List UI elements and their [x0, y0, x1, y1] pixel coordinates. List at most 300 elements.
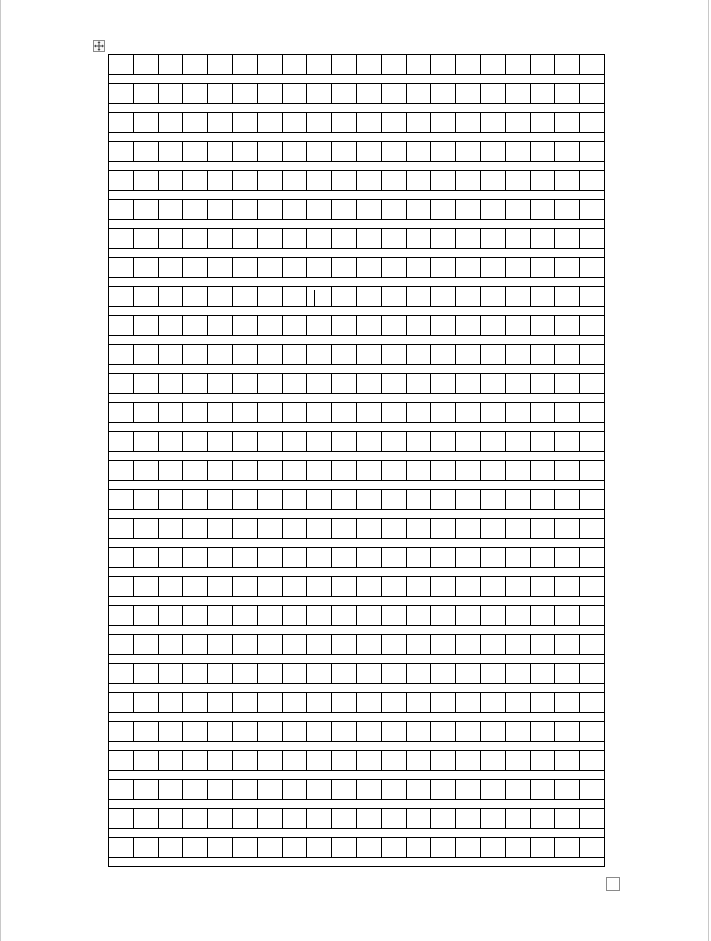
grid-cell[interactable] [580, 171, 605, 191]
grid-cell[interactable] [208, 374, 233, 394]
grid-cell[interactable] [530, 722, 555, 742]
grid-cell[interactable] [307, 229, 332, 249]
grid-cell[interactable] [580, 664, 605, 684]
grid-cell[interactable] [183, 461, 208, 481]
grid-cell[interactable] [505, 780, 530, 800]
grid-cell[interactable] [406, 722, 431, 742]
grid-spacer-cell[interactable] [109, 307, 605, 316]
grid-cell[interactable] [406, 432, 431, 452]
grid-cell[interactable] [232, 55, 257, 75]
grid-cell[interactable] [505, 693, 530, 713]
grid-cell[interactable] [530, 693, 555, 713]
grid-cell[interactable] [257, 287, 282, 307]
grid-cell[interactable] [257, 113, 282, 133]
grid-cell[interactable] [381, 200, 406, 220]
grid-spacer-cell[interactable] [109, 162, 605, 171]
grid-cell[interactable] [257, 693, 282, 713]
grid-cell[interactable] [109, 490, 134, 510]
grid-cell[interactable] [133, 461, 158, 481]
grid-cell[interactable] [456, 577, 481, 597]
grid-cell[interactable] [282, 751, 307, 771]
grid-cell[interactable] [158, 548, 183, 568]
grid-cell[interactable] [580, 780, 605, 800]
grid-cell[interactable] [232, 432, 257, 452]
grid-cell[interactable] [282, 432, 307, 452]
grid-cell[interactable] [208, 548, 233, 568]
grid-cell[interactable] [158, 374, 183, 394]
grid-cell[interactable] [332, 606, 357, 626]
grid-cell[interactable] [232, 403, 257, 423]
grid-cell[interactable] [505, 606, 530, 626]
grid-cell[interactable] [332, 809, 357, 829]
grid-cell[interactable] [183, 374, 208, 394]
grid-cell[interactable] [431, 113, 456, 133]
grid-cell[interactable] [158, 461, 183, 481]
grid-cell[interactable] [580, 838, 605, 858]
grid-cell[interactable] [456, 55, 481, 75]
grid-cell[interactable] [332, 780, 357, 800]
grid-cell[interactable] [381, 809, 406, 829]
grid-cell[interactable] [356, 780, 381, 800]
grid-cell[interactable] [356, 403, 381, 423]
grid-cell[interactable] [183, 693, 208, 713]
grid-cell[interactable] [480, 606, 505, 626]
grid-cell[interactable] [133, 142, 158, 162]
grid-cell[interactable] [282, 229, 307, 249]
grid-cell[interactable] [456, 519, 481, 539]
grid-cell[interactable] [332, 258, 357, 278]
grid-cell[interactable] [158, 751, 183, 771]
grid-cell[interactable] [580, 809, 605, 829]
grid-cell[interactable] [431, 490, 456, 510]
grid-cell[interactable] [480, 809, 505, 829]
grid-cell[interactable] [480, 780, 505, 800]
grid-cell[interactable] [530, 200, 555, 220]
grid-cell[interactable] [232, 84, 257, 104]
grid-cell[interactable] [381, 374, 406, 394]
grid-cell[interactable] [580, 55, 605, 75]
grid-cell[interactable] [480, 229, 505, 249]
grid-cell[interactable] [406, 809, 431, 829]
grid-spacer-cell[interactable] [109, 713, 605, 722]
grid-cell[interactable] [232, 780, 257, 800]
grid-cell[interactable] [580, 606, 605, 626]
grid-cell[interactable] [307, 316, 332, 336]
grid-cell[interactable] [332, 432, 357, 452]
grid-cell[interactable] [530, 55, 555, 75]
grid-cell[interactable] [307, 548, 332, 568]
grid-cell[interactable] [208, 229, 233, 249]
grid-spacer-cell[interactable] [109, 336, 605, 345]
grid-cell[interactable] [431, 519, 456, 539]
grid-spacer-cell[interactable] [109, 278, 605, 287]
grid-cell[interactable] [232, 171, 257, 191]
grid-cell[interactable] [158, 142, 183, 162]
grid-cell[interactable] [580, 113, 605, 133]
grid-cell[interactable] [406, 374, 431, 394]
grid-cell[interactable] [133, 751, 158, 771]
grid-cell[interactable] [480, 345, 505, 365]
grid-cell[interactable] [530, 374, 555, 394]
grid-cell[interactable] [480, 55, 505, 75]
grid-cell[interactable] [530, 490, 555, 510]
grid-cell[interactable] [456, 461, 481, 481]
grid-cell[interactable] [158, 722, 183, 742]
grid-cell[interactable] [456, 142, 481, 162]
grid-cell[interactable] [158, 577, 183, 597]
grid-cell[interactable] [356, 635, 381, 655]
grid-cell[interactable] [158, 490, 183, 510]
grid-cell[interactable] [307, 171, 332, 191]
grid-cell[interactable] [530, 751, 555, 771]
grid-cell[interactable] [580, 548, 605, 568]
grid-cell[interactable] [109, 113, 134, 133]
grid-cell[interactable] [158, 809, 183, 829]
grid-cell[interactable] [257, 229, 282, 249]
grid-cell[interactable] [133, 113, 158, 133]
grid-spacer-cell[interactable] [109, 104, 605, 113]
grid-cell[interactable] [109, 316, 134, 336]
grid-cell[interactable] [282, 577, 307, 597]
grid-cell[interactable] [431, 258, 456, 278]
grid-cell[interactable] [356, 722, 381, 742]
grid-cell[interactable] [580, 374, 605, 394]
grid-cell[interactable] [530, 519, 555, 539]
grid-cell[interactable] [332, 316, 357, 336]
grid-cell[interactable] [232, 345, 257, 365]
grid-cell[interactable] [158, 345, 183, 365]
grid-cell[interactable] [282, 606, 307, 626]
grid-cell[interactable] [109, 664, 134, 684]
grid-spacer-cell[interactable] [109, 858, 605, 867]
grid-cell[interactable] [332, 84, 357, 104]
grid-cell[interactable] [555, 200, 580, 220]
grid-cell[interactable] [381, 229, 406, 249]
grid-cell[interactable] [580, 403, 605, 423]
grid-cell[interactable] [183, 490, 208, 510]
grid-cell[interactable] [307, 113, 332, 133]
grid-cell[interactable] [208, 693, 233, 713]
grid-cell[interactable] [406, 461, 431, 481]
grid-cell[interactable] [183, 751, 208, 771]
grid-cell[interactable] [406, 258, 431, 278]
grid-cell[interactable] [530, 316, 555, 336]
grid-cell[interactable] [232, 664, 257, 684]
grid-cell[interactable] [109, 84, 134, 104]
grid-cell[interactable] [431, 577, 456, 597]
grid-cell[interactable] [406, 142, 431, 162]
grid-cell[interactable] [431, 374, 456, 394]
grid-cell[interactable] [133, 345, 158, 365]
grid-cell[interactable] [580, 229, 605, 249]
grid-cell[interactable] [282, 345, 307, 365]
grid-cell[interactable] [332, 461, 357, 481]
grid-cell[interactable] [257, 722, 282, 742]
grid-cell[interactable] [282, 55, 307, 75]
grid-cell[interactable] [530, 548, 555, 568]
grid-cell[interactable] [406, 519, 431, 539]
grid-cell[interactable] [555, 142, 580, 162]
grid-cell[interactable] [158, 693, 183, 713]
grid-cell[interactable] [158, 229, 183, 249]
grid-cell[interactable] [257, 548, 282, 568]
grid-cell[interactable] [356, 55, 381, 75]
grid-cell[interactable] [381, 635, 406, 655]
grid-cell[interactable] [208, 490, 233, 510]
grid-cell[interactable] [381, 345, 406, 365]
grid-cell[interactable] [109, 432, 134, 452]
grid-spacer-cell[interactable] [109, 452, 605, 461]
grid-cell[interactable] [505, 142, 530, 162]
table-move-handle-icon[interactable] [93, 40, 105, 52]
grid-cell[interactable] [356, 345, 381, 365]
grid-cell[interactable] [431, 780, 456, 800]
grid-cell[interactable] [158, 113, 183, 133]
grid-cell[interactable] [183, 809, 208, 829]
grid-cell[interactable] [133, 809, 158, 829]
grid-cell[interactable] [580, 84, 605, 104]
grid-cell[interactable] [232, 635, 257, 655]
grid-spacer-cell[interactable] [109, 220, 605, 229]
grid-cell[interactable] [580, 200, 605, 220]
grid-cell[interactable] [431, 316, 456, 336]
grid-cell[interactable] [456, 432, 481, 452]
grid-cell[interactable] [530, 113, 555, 133]
grid-cell[interactable] [257, 751, 282, 771]
grid-cell[interactable] [530, 780, 555, 800]
grid-cell[interactable] [257, 780, 282, 800]
grid-cell[interactable] [555, 548, 580, 568]
grid-cell[interactable] [381, 664, 406, 684]
grid-cell[interactable] [232, 374, 257, 394]
grid-cell[interactable] [555, 345, 580, 365]
grid-cell[interactable] [282, 693, 307, 713]
grid-cell[interactable] [555, 606, 580, 626]
grid-cell[interactable] [381, 171, 406, 191]
grid-cell[interactable] [332, 693, 357, 713]
grid-cell[interactable] [232, 142, 257, 162]
grid-cell[interactable] [232, 461, 257, 481]
grid-cell[interactable] [257, 664, 282, 684]
grid-cell[interactable] [356, 519, 381, 539]
grid-cell[interactable] [158, 606, 183, 626]
grid-cell[interactable] [109, 577, 134, 597]
grid-cell[interactable] [158, 780, 183, 800]
grid-cell[interactable] [580, 693, 605, 713]
grid-cell[interactable] [381, 548, 406, 568]
grid-cell[interactable] [505, 461, 530, 481]
grid-cell[interactable] [456, 258, 481, 278]
grid-cell[interactable] [332, 287, 357, 307]
grid-cell[interactable] [431, 548, 456, 568]
grid-cell[interactable] [530, 664, 555, 684]
grid-cell[interactable] [307, 461, 332, 481]
grid-cell[interactable] [307, 258, 332, 278]
grid-cell[interactable] [257, 403, 282, 423]
grid-cell[interactable] [183, 84, 208, 104]
grid-cell[interactable] [158, 316, 183, 336]
grid-cell[interactable] [505, 287, 530, 307]
grid-cell[interactable] [109, 55, 134, 75]
grid-cell[interactable] [257, 142, 282, 162]
grid-spacer-cell[interactable] [109, 133, 605, 142]
grid-cell[interactable] [133, 635, 158, 655]
grid-cell[interactable] [356, 171, 381, 191]
grid-cell[interactable] [555, 664, 580, 684]
grid-cell[interactable] [183, 548, 208, 568]
grid-cell[interactable] [133, 55, 158, 75]
grid-cell[interactable] [109, 461, 134, 481]
grid-cell[interactable] [505, 229, 530, 249]
grid-cell[interactable] [257, 374, 282, 394]
grid-cell[interactable] [381, 577, 406, 597]
grid-cell[interactable] [307, 722, 332, 742]
grid-cell[interactable] [480, 171, 505, 191]
grid-cell[interactable] [257, 809, 282, 829]
grid-cell[interactable] [356, 84, 381, 104]
grid-cell[interactable] [480, 461, 505, 481]
grid-cell[interactable] [580, 635, 605, 655]
grid-cell[interactable] [332, 548, 357, 568]
grid-cell[interactable] [480, 519, 505, 539]
grid-cell[interactable] [406, 55, 431, 75]
grid-cell[interactable] [456, 809, 481, 829]
grid-spacer-cell[interactable] [109, 75, 605, 84]
grid-spacer-cell[interactable] [109, 249, 605, 258]
grid-cell[interactable] [208, 838, 233, 858]
grid-cell[interactable] [183, 519, 208, 539]
grid-cell[interactable] [431, 432, 456, 452]
grid-cell[interactable] [307, 780, 332, 800]
grid-cell[interactable] [356, 142, 381, 162]
grid-cell[interactable] [530, 287, 555, 307]
grid-cell[interactable] [480, 722, 505, 742]
grid-cell[interactable] [208, 287, 233, 307]
grid-cell[interactable] [109, 548, 134, 568]
grid-cell[interactable] [158, 200, 183, 220]
grid-cell[interactable] [406, 780, 431, 800]
grid-cell[interactable] [257, 838, 282, 858]
grid-cell[interactable] [456, 171, 481, 191]
grid-cell[interactable] [232, 838, 257, 858]
grid-cell[interactable] [381, 258, 406, 278]
grid-cell[interactable] [580, 519, 605, 539]
grid-spacer-cell[interactable] [109, 568, 605, 577]
grid-cell[interactable] [406, 316, 431, 336]
grid-cell[interactable] [555, 490, 580, 510]
grid-cell[interactable] [431, 461, 456, 481]
grid-cell[interactable] [208, 606, 233, 626]
grid-cell[interactable] [133, 838, 158, 858]
grid-spacer-cell[interactable] [109, 539, 605, 548]
grid-cell[interactable] [133, 316, 158, 336]
grid-cell[interactable] [208, 316, 233, 336]
grid-cell[interactable] [431, 693, 456, 713]
grid-cell[interactable] [133, 577, 158, 597]
grid-cell[interactable] [158, 55, 183, 75]
grid-cell[interactable] [381, 490, 406, 510]
grid-cell[interactable] [282, 809, 307, 829]
grid-cell[interactable] [456, 635, 481, 655]
grid-cell[interactable] [381, 519, 406, 539]
grid-cell[interactable] [232, 809, 257, 829]
grid-cell[interactable] [158, 519, 183, 539]
grid-cell[interactable] [406, 84, 431, 104]
grid-cell[interactable] [158, 84, 183, 104]
grid-cell[interactable] [480, 635, 505, 655]
grid-cell[interactable] [257, 55, 282, 75]
grid-cell[interactable] [257, 635, 282, 655]
table-resize-handle-icon[interactable] [606, 877, 620, 891]
grid-cell[interactable] [109, 722, 134, 742]
grid-cell[interactable] [480, 490, 505, 510]
grid-cell[interactable] [431, 229, 456, 249]
grid-cell[interactable] [307, 838, 332, 858]
grid-cell[interactable] [505, 316, 530, 336]
grid-cell[interactable] [530, 838, 555, 858]
grid-cell[interactable] [232, 693, 257, 713]
grid-cell[interactable] [480, 577, 505, 597]
grid-cell[interactable] [158, 287, 183, 307]
grid-cell[interactable] [133, 84, 158, 104]
grid-cell[interactable] [431, 171, 456, 191]
grid-cell[interactable] [505, 171, 530, 191]
grid-cell[interactable] [555, 113, 580, 133]
grid-spacer-cell[interactable] [109, 394, 605, 403]
grid-cell[interactable] [356, 113, 381, 133]
grid-cell[interactable] [480, 664, 505, 684]
grid-cell[interactable] [381, 55, 406, 75]
grid-cell[interactable] [505, 722, 530, 742]
grid-cell[interactable] [133, 258, 158, 278]
grid-cell[interactable] [555, 403, 580, 423]
grid-cell[interactable] [431, 606, 456, 626]
grid-cell[interactable] [307, 287, 332, 307]
grid-cell[interactable] [580, 287, 605, 307]
grid-cell[interactable] [208, 664, 233, 684]
grid-cell[interactable] [456, 84, 481, 104]
grid-cell[interactable] [456, 374, 481, 394]
grid-cell[interactable] [183, 635, 208, 655]
grid-cell[interactable] [505, 200, 530, 220]
grid-cell[interactable] [307, 200, 332, 220]
grid-cell[interactable] [332, 345, 357, 365]
grid-cell[interactable] [183, 664, 208, 684]
grid-cell[interactable] [109, 200, 134, 220]
grid-cell[interactable] [208, 519, 233, 539]
grid-cell[interactable] [109, 751, 134, 771]
grid-cell[interactable] [356, 577, 381, 597]
grid-cell[interactable] [133, 403, 158, 423]
grid-cell[interactable] [381, 432, 406, 452]
grid-cell[interactable] [232, 316, 257, 336]
grid-cell[interactable] [307, 577, 332, 597]
grid-cell[interactable] [257, 519, 282, 539]
grid-cell[interactable] [356, 664, 381, 684]
grid-spacer-cell[interactable] [109, 423, 605, 432]
grid-cell[interactable] [456, 722, 481, 742]
grid-cell[interactable] [530, 171, 555, 191]
grid-cell[interactable] [282, 374, 307, 394]
grid-cell[interactable] [232, 577, 257, 597]
grid-cell[interactable] [307, 519, 332, 539]
grid-cell[interactable] [530, 142, 555, 162]
grid-cell[interactable] [133, 722, 158, 742]
grid-cell[interactable] [381, 316, 406, 336]
grid-spacer-cell[interactable] [109, 742, 605, 751]
grid-cell[interactable] [232, 751, 257, 771]
grid-cell[interactable] [480, 316, 505, 336]
